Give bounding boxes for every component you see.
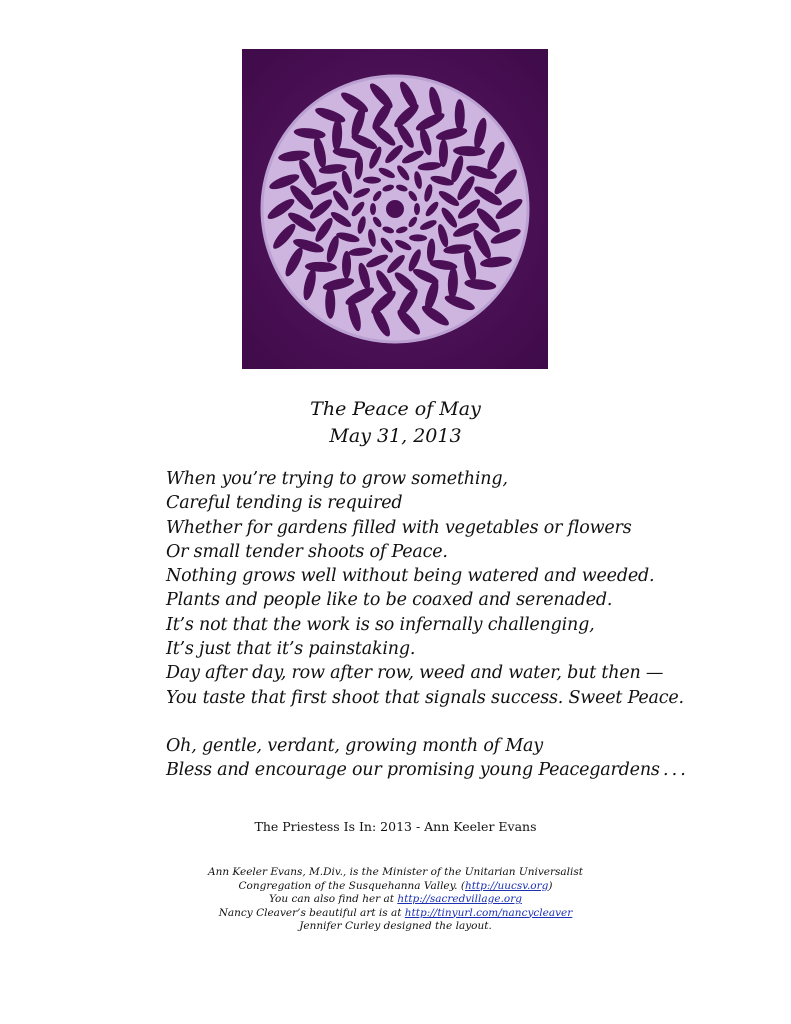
poem-line: Bless and encourage our promising young Peacegardens . . . (166, 760, 686, 781)
poem-line: You taste that first shoot that signals success. Sweet Peace. (166, 687, 684, 708)
poem-title: The Peace of May (310, 398, 481, 420)
poem-line: When you’re trying to grow something, (166, 469, 508, 489)
poem-stanza-1 (166, 467, 766, 710)
credits-text: Nancy Cleaver’s beautiful art is at (218, 906, 405, 919)
poem-stanza-2 (166, 734, 766, 783)
byline: The Priestess Is In: 2013 - Ann Keeler Evans (254, 819, 537, 834)
papercut-artwork (242, 49, 548, 369)
nancycleaver-link[interactable]: http://tinyurl.com/nancycleaver (404, 906, 573, 919)
credits-line: Ann Keeler Evans, M.Div., is the Minister of the Unitarian Universalist (207, 866, 583, 878)
papercut-medallion-image (242, 49, 548, 369)
leaf-cutout (414, 203, 420, 215)
poem-line: Or small tender shoots of Peace. (166, 541, 448, 562)
credits-line: Jennifer Curley designed the layout. (299, 920, 492, 932)
sacredvillage-link[interactable]: http://sacredvillage.org (397, 893, 522, 905)
poem-line: It’s not that the work is so infernally challenging, (166, 614, 595, 635)
poem-line: Careful tending is required (166, 493, 403, 514)
credits-text: ) (548, 879, 553, 892)
poem-line: Nothing grows well without being watered and weeded. (166, 566, 655, 587)
poem-line: Oh, gentle, verdant, growing month of May (166, 735, 543, 756)
poem-line: Day after day, row after row, weed and water, but then — (166, 663, 664, 684)
leaf-cutout (370, 203, 376, 215)
credits (0, 866, 791, 934)
credits-text: Congregation of the Susquehanna Valley. ( (238, 879, 465, 892)
poem-date: May 31, 2013 (329, 425, 462, 447)
uucsv-link[interactable]: http://uucsv.org (464, 879, 549, 892)
credits-line (0, 880, 791, 894)
credits-text: You can also find her at (269, 893, 398, 905)
poem-line: Plants and people like to be coaxed and serenaded. (166, 590, 613, 611)
poem-body (166, 467, 766, 783)
credits-line (0, 907, 791, 921)
credits-line (0, 893, 791, 907)
medallion-center (386, 200, 404, 218)
poem-line: It’s just that it’s painstaking. (166, 639, 416, 660)
poem-line: Whether for gardens filled with vegetables or flowers (166, 517, 632, 538)
